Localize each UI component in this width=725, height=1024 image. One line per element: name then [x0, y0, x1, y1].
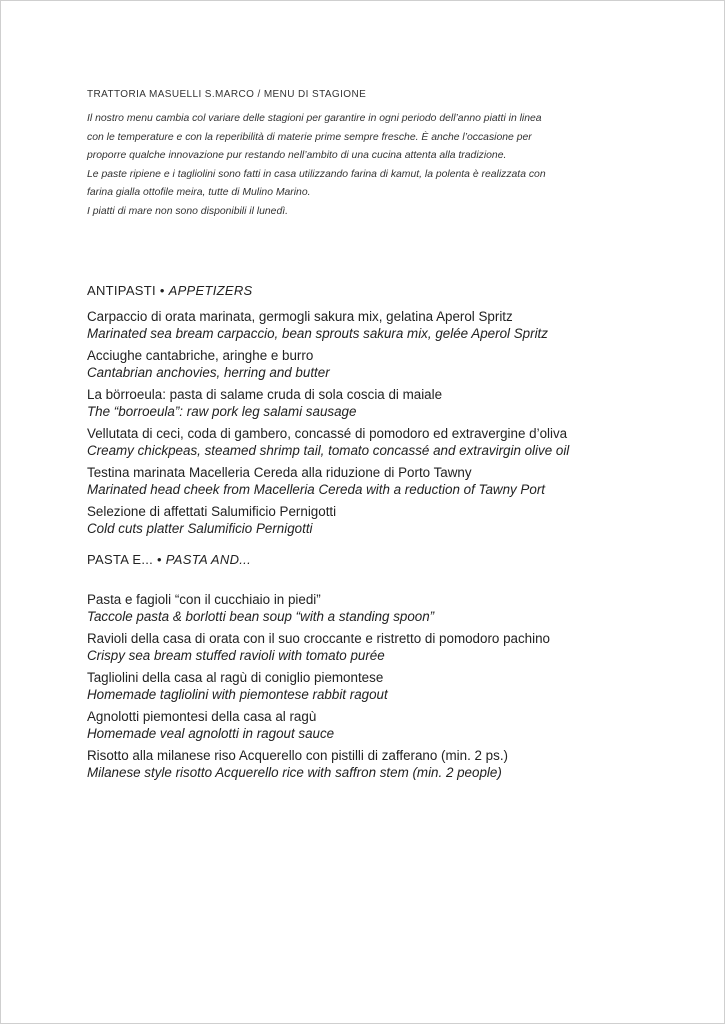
- dish-name-it: La börroeula: pasta di salame cruda di sola coscia di maiale: [87, 387, 443, 402]
- antipasti-list: [87, 308, 687, 537]
- menu-item: [87, 669, 687, 703]
- pasta-list: [87, 591, 687, 781]
- menu-item: [87, 708, 687, 742]
- intro-text: [87, 110, 687, 221]
- menu-item: [87, 591, 687, 625]
- dish-name-it: Acciughe cantabriche, aringhe e burro: [87, 348, 314, 363]
- intro-line: con le temperature e con la reperibilità di materie prime sempre fresche. È anche l’occasione per: [87, 131, 532, 143]
- menu-item: [87, 386, 687, 420]
- dish-name-it: Agnolotti piemontesi della casa al ragù: [87, 709, 317, 724]
- intro-line: proporre qualche innovazione pur restando nell’ambito di una cucina attenta alla tradizione.: [87, 150, 507, 161]
- section-title-en: PASTA AND...: [165, 552, 252, 567]
- dish-name-it: Pasta e fagioli “con il cucchiaio in piedi”: [87, 592, 321, 607]
- menu-item: [87, 464, 687, 498]
- page-title: TRATTORIA MASUELLI S.MARCO / MENU DI STAGIONE: [87, 89, 367, 100]
- dish-name-en: Homemade tagliolini with piemontese rabbit ragout: [87, 687, 388, 702]
- dish-name-it: Tagliolini della casa al ragù di coniglio piemontese: [87, 670, 384, 685]
- dish-name-en: The “borroeula”: raw pork leg salami sausage: [87, 404, 357, 419]
- dish-name-en: Homemade veal agnolotti in ragout sauce: [87, 726, 335, 741]
- dish-name-en: Marinated head cheek from Macelleria Cereda with a reduction of Tawny Port: [87, 482, 545, 497]
- dish-name-it: Risotto alla milanese riso Acquerello con pistilli di zafferano (min. 2 ps.): [87, 748, 509, 763]
- section-heading-antipasti: [87, 282, 687, 300]
- dish-name-en: Marinated sea bream carpaccio, bean sprouts sakura mix, gelée Aperol Spritz: [87, 326, 548, 341]
- menu-item: [87, 503, 687, 537]
- menu-item: [87, 747, 687, 781]
- dish-name-en: Milanese style risotto Acquerello rice with saffron stem (min. 2 people): [87, 765, 502, 780]
- section-title-en: APPETIZERS: [168, 283, 253, 298]
- dish-name-en: Crispy sea bream stuffed ravioli with tomato purée: [87, 648, 385, 663]
- dish-name-it: Selezione di affettati Salumificio Pernigotti: [87, 504, 337, 519]
- intro-line: Il nostro menu cambia col variare delle stagioni per garantire in ogni periodo dell’anno piatti in linea: [87, 113, 542, 124]
- dish-name-it: Vellutata di ceci, coda di gambero, concassé di pomodoro ed extravergine d’oliva: [87, 426, 568, 441]
- menu-item: [87, 308, 687, 342]
- intro-line: farina gialla ottofile meira, tutte di Mulino Marino.: [87, 187, 311, 198]
- intro-line: I piatti di mare non sono disponibili il lunedì.: [87, 205, 289, 217]
- menu-item: [87, 425, 687, 459]
- intro-line: Le paste ripiene e i tagliolini sono fatti in casa utilizzando farina di kamut, la polenta è realizzata con: [87, 168, 546, 180]
- section-title-it: ANTIPASTI •: [87, 283, 169, 298]
- dish-name-en: Cantabrian anchovies, herring and butter: [87, 365, 330, 380]
- dish-name-en: Creamy chickpeas, steamed shrimp tail, tomato concassé and extravirgin olive oil: [87, 443, 570, 458]
- dish-name-it: Testina marinata Macelleria Cereda alla riduzione di Porto Tawny: [87, 465, 472, 480]
- menu-item: [87, 347, 687, 381]
- menu-item: [87, 630, 687, 664]
- dish-name-en: Taccole pasta & borlotti bean soup “with a standing spoon”: [87, 609, 435, 624]
- section-title-it: PASTA E... •: [87, 552, 166, 567]
- section-heading-pasta: [87, 551, 687, 569]
- dish-name-it: Carpaccio di orata marinata, germogli sakura mix, gelatina Aperol Spritz: [87, 309, 513, 324]
- dish-name-it: Ravioli della casa di orata con il suo croccante e ristretto di pomodoro pachino: [87, 631, 550, 646]
- menu-page: [87, 88, 687, 786]
- dish-name-en: Cold cuts platter Salumificio Pernigotti: [87, 521, 313, 536]
